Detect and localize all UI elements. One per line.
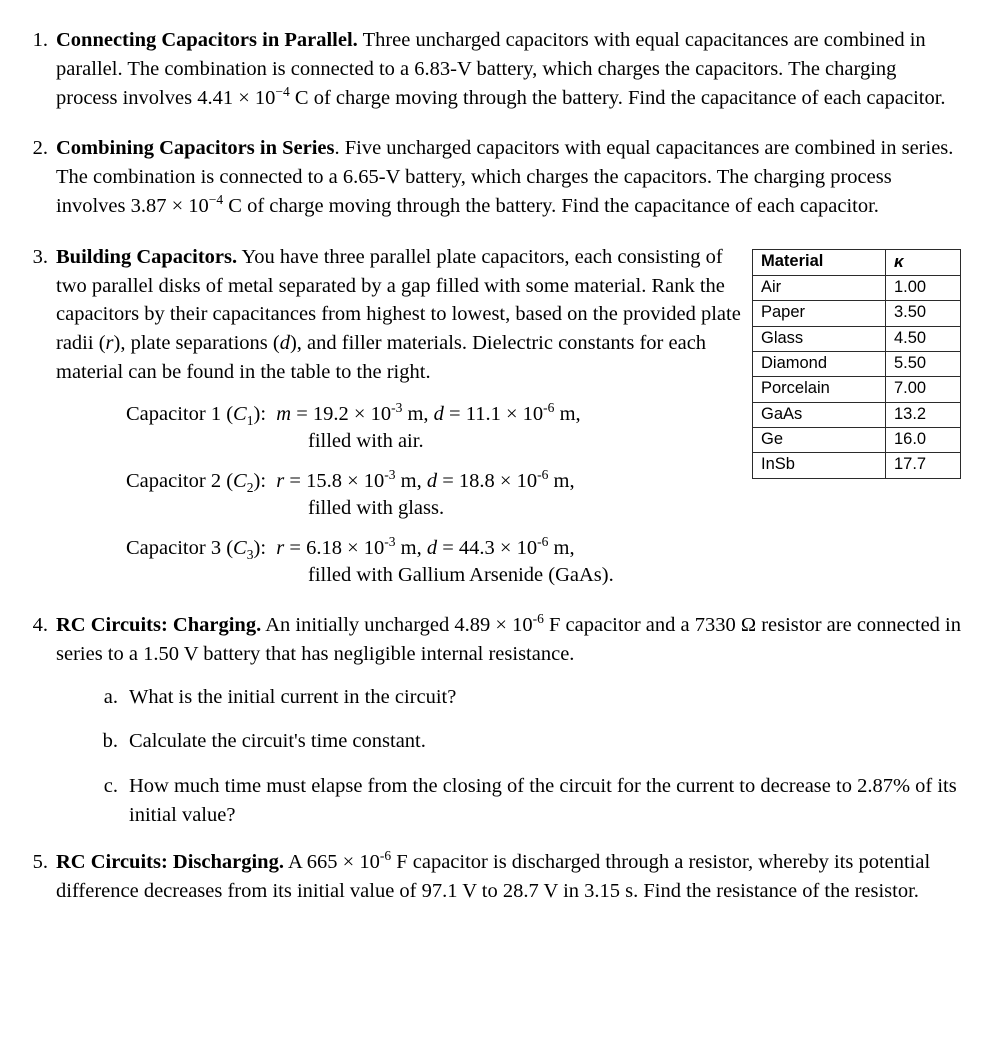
capacitor-separation-3: $d = 44.3 \times 10^{-6}$ m, bbox=[426, 534, 575, 559]
problem-list bbox=[22, 26, 961, 905]
cell-material: InSb bbox=[753, 453, 886, 478]
subquestion-list bbox=[96, 683, 961, 830]
problem-exponent-2: −4 bbox=[208, 192, 224, 208]
problem-body-3c: ), and filler materials. Dielectric constants for each material can be found in the table to the right. bbox=[56, 332, 707, 383]
problem-number-2: 2. bbox=[32, 137, 48, 160]
subquestion-item-a bbox=[96, 683, 961, 712]
problem-item-5 bbox=[22, 848, 961, 906]
problem-item-4 bbox=[22, 611, 961, 830]
problem-number-5: 5. bbox=[32, 850, 48, 873]
capacitor-label-1: Capacitor 1 $(C_1)$: bbox=[126, 402, 267, 428]
table-row bbox=[753, 326, 961, 351]
subquestion-marker-b: b. bbox=[102, 730, 118, 753]
problem-body-1b: C of charge moving through the battery. Find the capacitance of each capacitor. bbox=[289, 86, 946, 109]
problem-body-4a: An initially uncharged 4.89 × 10 bbox=[265, 614, 533, 637]
subquestion-text-c: How much time must elapse from the closing of the circuit for the current to decrease to 2.87% of its initial value? bbox=[129, 775, 957, 827]
cell-kappa: 4.50 bbox=[886, 326, 961, 351]
header-kappa: κ bbox=[886, 249, 961, 275]
problem-title-5: RC Circuits: Discharging. bbox=[56, 850, 284, 873]
problem-item-2 bbox=[22, 134, 961, 220]
capacitor-label-3: Capacitor 3 $(C_3)$: bbox=[126, 536, 267, 563]
cell-kappa: 1.00 bbox=[886, 276, 961, 301]
table-row bbox=[753, 301, 961, 326]
table-row bbox=[753, 377, 961, 402]
cell-material: GaAs bbox=[753, 402, 886, 427]
table-header-row bbox=[753, 249, 961, 275]
problem-item-3 bbox=[22, 243, 961, 589]
problem-body-5b: F capacitor is discharged through a resistor, whereby its potential difference decreases from its initial value of 97.1 V to 28.7 V in 3.15 s. Find the resistance of the resistor. bbox=[56, 850, 931, 902]
variable-r: r bbox=[105, 332, 114, 355]
cell-kappa: 13.2 bbox=[886, 402, 961, 427]
table-row bbox=[753, 352, 961, 377]
cell-material: Diamond bbox=[753, 352, 886, 377]
table-row bbox=[753, 453, 961, 478]
problem-title-1: Connecting Capacitors in Parallel. bbox=[56, 29, 358, 51]
capacitor-spec-list bbox=[56, 401, 746, 589]
cell-material: Ge bbox=[753, 427, 886, 452]
problem-title-4: RC Circuits: Charging. bbox=[56, 614, 262, 637]
problem-exponent-1: −4 bbox=[275, 83, 290, 99]
dielectric-constants-table bbox=[752, 249, 961, 479]
cell-material: Porcelain bbox=[753, 377, 886, 402]
cell-material: Air bbox=[753, 276, 886, 301]
problem-body-2b: C of charge moving through the battery. Find the capacitance of each capacitor. bbox=[223, 194, 879, 217]
capacitor-spec-1 bbox=[56, 401, 746, 455]
capacitor-separation-2: $d = 18.8 \times 10^{-6}$ m, bbox=[426, 467, 575, 492]
problem-number-3: 3. bbox=[32, 245, 48, 268]
capacitor-radius-3: $r = 6.18 \times 10^{-3}$ m, bbox=[276, 534, 422, 559]
table-row bbox=[753, 402, 961, 427]
subquestion-marker-c: c. bbox=[103, 775, 118, 798]
problem-exponent-5: -6 bbox=[379, 848, 392, 863]
capacitor-radius-1: $m = 19.2 \times 10^{-3}$ m, bbox=[276, 399, 429, 425]
capacitor-filler-1: filled with air. bbox=[308, 429, 424, 452]
subquestion-wrapper bbox=[56, 683, 961, 830]
problem-item-1 bbox=[22, 26, 961, 112]
capacitor-radius-2: $r = 15.8 \times 10^{-3}$ m, bbox=[276, 467, 422, 492]
cell-material: Paper bbox=[753, 301, 886, 326]
problem-number-1: 1. bbox=[32, 29, 48, 51]
problem-body-3a: You have three parallel plate capacitors, each consisting of two parallel disks of metal separated by a gap filled with some material. Rank the capacitors by their capacitances from highest to lowest, based on the provided plate radii ( bbox=[56, 245, 741, 355]
cell-kappa: 17.7 bbox=[886, 453, 961, 478]
table-row bbox=[753, 276, 961, 301]
problem-exponent-4: -6 bbox=[532, 611, 544, 627]
variable-d: d bbox=[279, 332, 290, 355]
subquestion-text-b: Calculate the circuit's time constant. bbox=[129, 730, 426, 753]
capacitor-filler-3: filled with Gallium Arsenide (GaAs). bbox=[308, 564, 614, 586]
table-head bbox=[753, 249, 961, 275]
cell-kappa: 16.0 bbox=[886, 427, 961, 452]
capacitor-spec-3 bbox=[56, 535, 746, 589]
cell-material: Glass bbox=[753, 326, 886, 351]
subquestion-text-a: What is the initial current in the circuit? bbox=[129, 685, 457, 708]
problem-body-3 bbox=[56, 243, 746, 589]
problem-body-4b: F capacitor and a 7330 Ω resistor are connected in series to a 1.50 V battery that has negligible internal resistance. bbox=[56, 614, 961, 665]
cell-kappa: 5.50 bbox=[886, 352, 961, 377]
subquestion-item-b bbox=[96, 727, 961, 756]
cell-kappa: 3.50 bbox=[886, 301, 961, 326]
cell-kappa: 7.00 bbox=[886, 377, 961, 402]
subquestion-marker-a: a. bbox=[103, 685, 118, 708]
capacitor-filler-2: filled with glass. bbox=[308, 496, 445, 519]
problem-body-3b: ), plate separations ( bbox=[113, 332, 280, 355]
capacitor-separation-1: $d = 11.1 \times 10^{-6}$ m, bbox=[433, 399, 581, 425]
problem-body-1a: Three uncharged capacitors with equal capacitances are combined in parallel. The combination is connected to a 6.83-V battery, which charges the capacitors. The charging process involves 4.41 × 10 bbox=[56, 29, 926, 109]
problem-body-2a: . Five uncharged capacitors with equal capacitances are combined in series. The combination is connected to a 6.65-V battery, which charges the capacitors. The charging process involves 3.87 × 10 bbox=[56, 137, 954, 217]
table-row bbox=[753, 427, 961, 452]
problem-body-5a: A 665 × 10 bbox=[287, 850, 380, 873]
capacitor-label-2: Capacitor 2 $(C_2)$: bbox=[126, 469, 267, 495]
header-material: Material bbox=[753, 249, 886, 275]
problem-title-2: Combining Capacitors in Series bbox=[56, 137, 335, 160]
capacitor-spec-2 bbox=[56, 468, 746, 522]
problem-title-3: Building Capacitors. bbox=[56, 245, 238, 268]
subquestion-item-c bbox=[96, 772, 961, 830]
problem-number-4: 4. bbox=[32, 614, 48, 637]
table-body bbox=[753, 276, 961, 479]
